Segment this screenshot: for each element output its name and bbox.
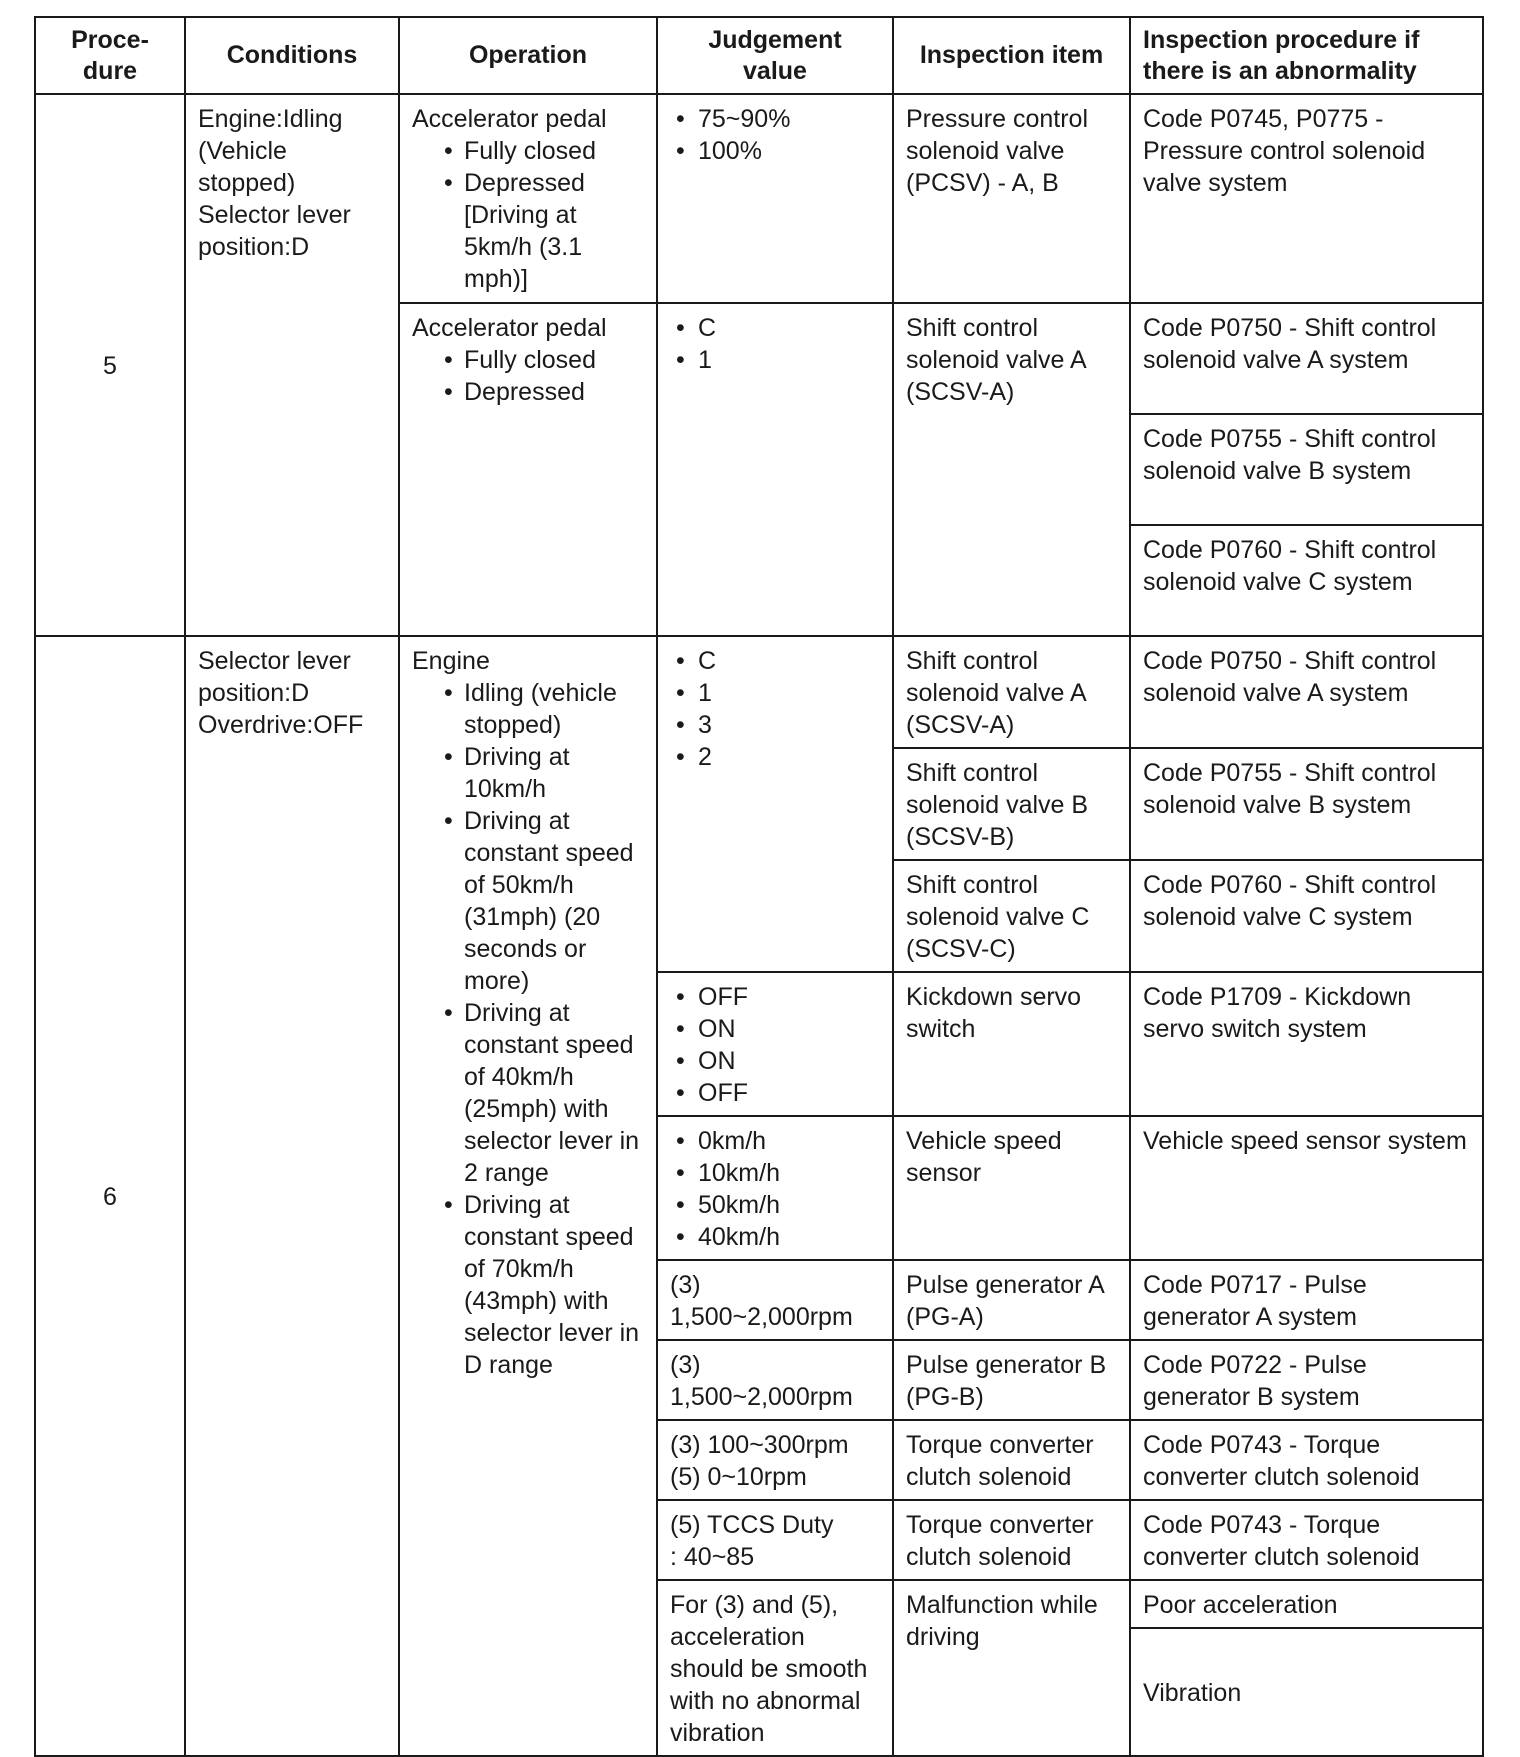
- list-item: • Driving at constant speed of 70km/h (43mph) with selector lever in D range: [438, 1189, 644, 1381]
- inspection-item-cell: Shift control solenoid valve A (SCSV-A): [893, 636, 1130, 748]
- inspection-item-cell: Torque converter clutch solenoid: [893, 1420, 1130, 1500]
- judgement-cell: [657, 94, 893, 303]
- operation-cell: [399, 636, 657, 1756]
- inspection-procedure-cell: Code P0760 - Shift control solenoid valve C system: [1130, 860, 1483, 972]
- judgement-cell: [657, 1116, 893, 1260]
- judgement-cell: [657, 636, 893, 972]
- header-inspection-item: Inspection item: [893, 17, 1130, 94]
- list-item: • 50km/h: [670, 1189, 880, 1221]
- procedure-number: 6: [35, 636, 185, 1756]
- conditions-cell: Selector lever position:D Overdrive:OFF: [185, 636, 399, 1756]
- judgement-line: (3): [670, 1271, 701, 1299]
- inspection-procedure-cell: Code P0717 - Pulse generator A system: [1130, 1260, 1483, 1340]
- operation-title: Engine: [412, 647, 490, 675]
- inspection-item-cell: Shift control solenoid valve B (SCSV-B): [893, 748, 1130, 860]
- judgement-line: 1,500~2,000rpm: [670, 1303, 853, 1331]
- judgement-line: (3) 100~300rpm: [670, 1431, 849, 1459]
- list-item: • Driving at 10km/h: [438, 741, 644, 805]
- list-item: • C: [670, 312, 880, 344]
- inspection-item-cell: Kickdown servo switch: [893, 972, 1130, 1116]
- list-item: • 75~90%: [670, 103, 880, 135]
- inspection-item-cell: Pulse generator A (PG-A): [893, 1260, 1130, 1340]
- list-item: • ON: [670, 1045, 880, 1077]
- operation-cell: [399, 303, 657, 636]
- table-row: [35, 636, 1483, 748]
- judgement-cell: For (3) and (5), acceleration should be smooth with no abnormal vibration: [657, 1580, 893, 1756]
- inspection-procedure-cell: Code P0755 - Shift control solenoid valve B system: [1130, 414, 1483, 525]
- operation-title: Accelerator pedal: [412, 314, 607, 342]
- inspection-item-cell: Vehicle speed sensor: [893, 1116, 1130, 1260]
- list-item: • 3: [670, 709, 880, 741]
- inspection-procedure-cell: Code P0750 - Shift control solenoid valve A system: [1130, 636, 1483, 748]
- conditions-cell: Engine:Idling (Vehicle stopped) Selector lever position:D: [185, 94, 399, 636]
- header-inspection-procedure: Inspection procedure if there is an abnormality: [1130, 17, 1483, 94]
- inspection-item-cell: Pressure control solenoid valve (PCSV) - A, B: [893, 94, 1130, 303]
- inspection-procedure-cell: Vehicle speed sensor system: [1130, 1116, 1483, 1260]
- inspection-procedure-cell: Poor acceleration: [1130, 1580, 1483, 1628]
- inspection-procedure-cell: Vibration: [1130, 1628, 1483, 1756]
- judgement-cell: [657, 303, 893, 636]
- list-item: • Depressed: [438, 376, 644, 408]
- list-item: • OFF: [670, 1077, 880, 1109]
- list-item: • Fully closed: [438, 135, 644, 167]
- inspection-item-cell: Torque converter clutch solenoid: [893, 1500, 1130, 1580]
- judgement-line: (3): [670, 1351, 701, 1379]
- list-item: • 1: [670, 344, 880, 376]
- inspection-procedure-cell: Code P1709 - Kickdown servo switch system: [1130, 972, 1483, 1116]
- header-procedure: Proce- dure: [35, 17, 185, 94]
- procedure-number: 5: [35, 94, 185, 636]
- judgement-line: 1,500~2,000rpm: [670, 1383, 853, 1411]
- list-item: • Driving at constant speed of 50km/h (31mph) (20 seconds or more): [438, 805, 644, 997]
- list-item: • 40km/h: [670, 1221, 880, 1253]
- judgement-cell: [657, 1420, 893, 1500]
- list-item: • Depressed [Driving at 5km/h (3.1 mph)]: [438, 167, 644, 295]
- judgement-cell: [657, 1260, 893, 1340]
- inspection-item-cell: Malfunction while driving: [893, 1580, 1130, 1756]
- inspection-procedure-cell: Code P0743 - Torque converter clutch solenoid: [1130, 1420, 1483, 1500]
- inspection-procedure-cell: Code P0722 - Pulse generator B system: [1130, 1340, 1483, 1420]
- header-judgement: Judgement value: [657, 17, 893, 94]
- table-row: [35, 94, 1483, 303]
- list-item: • C: [670, 645, 880, 677]
- judgement-cell: [657, 1500, 893, 1580]
- inspection-procedure-cell: Code P0760 - Shift control solenoid valve C system: [1130, 525, 1483, 636]
- list-item: • 100%: [670, 135, 880, 167]
- list-item: • 1: [670, 677, 880, 709]
- header-conditions: Conditions: [185, 17, 399, 94]
- inspection-procedure-cell: Code P0755 - Shift control solenoid valve B system: [1130, 748, 1483, 860]
- judgement-cell: [657, 972, 893, 1116]
- header-operation: Operation: [399, 17, 657, 94]
- list-item: • 10km/h: [670, 1157, 880, 1189]
- header-row: [35, 17, 1483, 94]
- judgement-line: : 40~85: [670, 1543, 755, 1571]
- list-item: • Driving at constant speed of 40km/h (25mph) with selector lever in 2 range: [438, 997, 644, 1189]
- operation-cell: [399, 94, 657, 303]
- inspection-item-cell: Shift control solenoid valve C (SCSV-C): [893, 860, 1130, 972]
- inspection-item-cell: Shift control solenoid valve A (SCSV-A): [893, 303, 1130, 636]
- list-item: • ON: [670, 1013, 880, 1045]
- list-item: • 2: [670, 741, 880, 773]
- operation-title: Accelerator pedal: [412, 105, 607, 133]
- judgement-cell: [657, 1340, 893, 1420]
- inspection-item-cell: Pulse generator B (PG-B): [893, 1340, 1130, 1420]
- inspection-procedure-cell: Code P0750 - Shift control solenoid valve A system: [1130, 303, 1483, 414]
- list-item: • Fully closed: [438, 344, 644, 376]
- list-item: • OFF: [670, 981, 880, 1013]
- list-item: • Idling (vehicle stopped): [438, 677, 644, 741]
- inspection-procedure-cell: Code P0743 - Torque converter clutch solenoid: [1130, 1500, 1483, 1580]
- list-item: • 0km/h: [670, 1125, 880, 1157]
- judgement-line: (5) 0~10rpm: [670, 1463, 807, 1491]
- inspection-procedure-cell: Code P0745, P0775 - Pressure control solenoid valve system: [1130, 94, 1483, 303]
- inspection-table: [34, 16, 1484, 1757]
- judgement-line: (5) TCCS Duty: [670, 1511, 834, 1539]
